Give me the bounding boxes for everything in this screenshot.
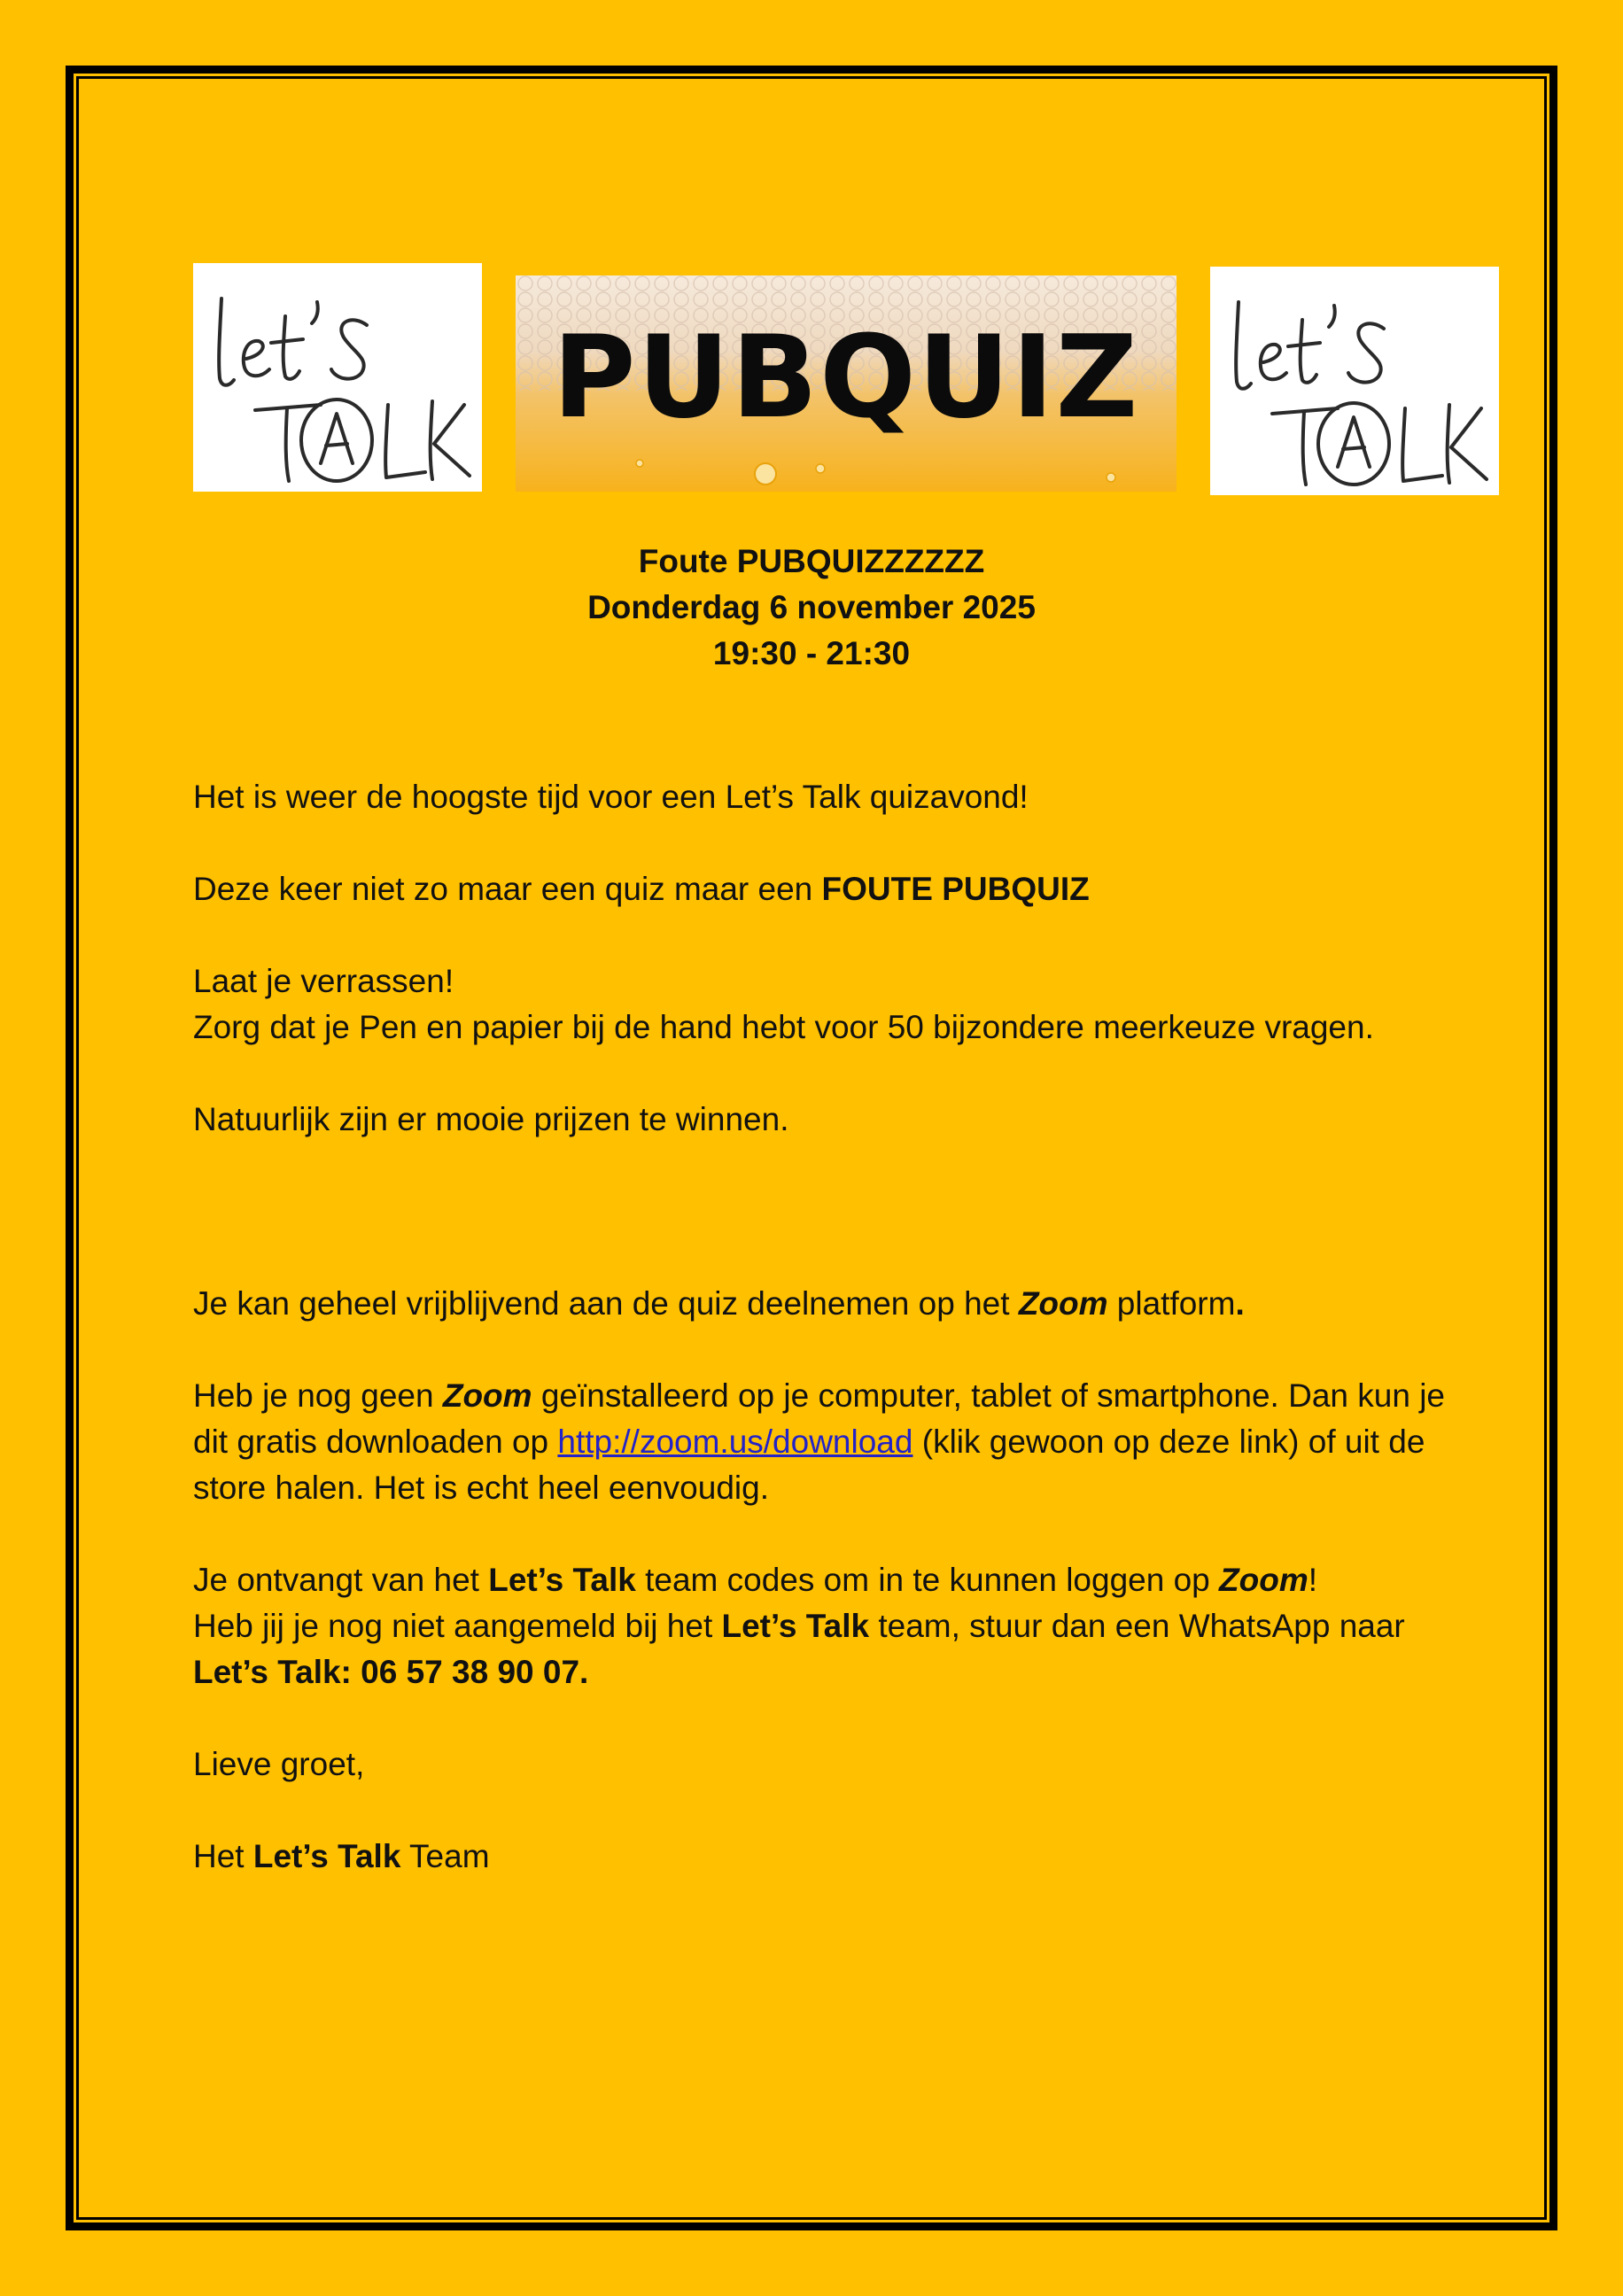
zoom-platform-paragraph: Je kan geheel vrijblijvend aan de quiz deelnemen op het Zoom platform. (193, 1285, 1245, 1322)
banner-title: PUBQUIZ (552, 312, 1140, 444)
signature: Het Let’s Talk Team (193, 1838, 490, 1874)
event-header (193, 539, 1430, 677)
prizes-paragraph: Natuurlijk zijn er mooie prijzen te winnen. (193, 1101, 789, 1137)
surprise-line: Laat je verrassen! (193, 963, 454, 999)
invitation-body (193, 774, 1451, 1880)
zoom-emphasis: Zoom (442, 1377, 532, 1414)
pubquiz-banner (516, 275, 1176, 492)
zoom-emphasis: Zoom (1219, 1562, 1308, 1598)
quiz-type-paragraph: Deze keer niet zo maar een quiz maar een FOUTE PUBQUIZ (193, 871, 1090, 907)
login-codes-paragraph: Je ontvangt van het Let’s Talk team codes om in te kunnen loggen op Zoom! Heb jij je nog niet aangemeld bij het Let’s Talk team, stuur dan een WhatsApp naar Let’s Talk: 06 57 38 90 07. (193, 1562, 1405, 1690)
whatsapp-contact-number: Let’s Talk: 06 57 38 90 07. (193, 1654, 589, 1690)
foute-pubquiz-emphasis: FOUTE PUBQUIZ (821, 871, 1090, 907)
pen-paper-line: Zorg dat je Pen en papier bij de hand hebt voor 50 bijzondere meerkeuze vragen. (193, 1009, 1374, 1045)
intro-paragraph: Het is weer de hoogste tijd voor een Let’s Talk quizavond! (193, 779, 1029, 815)
zoom-install-paragraph: Heb je nog geen Zoom geïnstalleerd op je computer, tablet of smartphone. Dan kun je dit gratis downloaden op http://zoom.us/download (klik gewoon op deze link) of uit de store halen. Het is echt heel eenvoudig. (193, 1377, 1446, 1506)
zoom-download-link[interactable]: http://zoom.us/download (557, 1423, 913, 1460)
event-date: Donderdag 6 november 2025 (587, 589, 1036, 625)
event-title: Foute PUBQUIZZZZZZ (638, 543, 985, 579)
lets-talk-logo-left (193, 263, 482, 492)
lets-talk-logo-right (1210, 267, 1499, 495)
zoom-emphasis: Zoom (1018, 1285, 1108, 1322)
closing-greeting: Lieve groet, (193, 1746, 365, 1782)
event-time: 19:30 - 21:30 (712, 635, 911, 671)
